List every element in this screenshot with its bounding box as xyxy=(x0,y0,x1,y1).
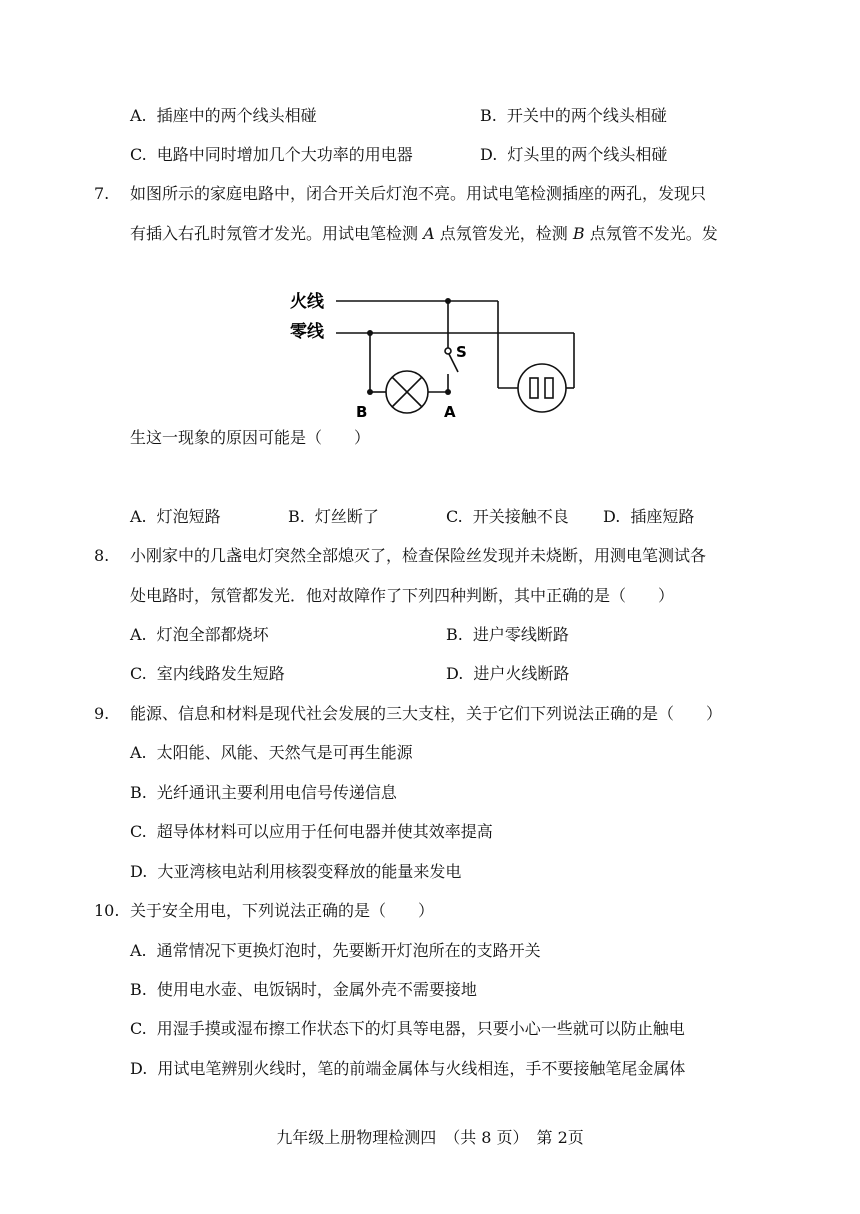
option-text: 室内线路发生短路 xyxy=(156,664,285,683)
option-letter: C. xyxy=(130,1019,147,1038)
option-text: 通常情况下更换灯泡时，先要断开灯泡所在的支路开关 xyxy=(156,941,541,960)
point-b-label: B xyxy=(356,403,368,421)
option-10c xyxy=(130,1019,685,1039)
question-8-line-2: 处电路时，氖管都发光．他对故障作了下列四种判断，其中正确的是（ ） xyxy=(130,586,675,605)
option-text: 太阳能、风能、天然气是可再生能源 xyxy=(156,743,413,762)
option-text: 大亚湾核电站利用核裂变释放的能量来发电 xyxy=(157,862,462,881)
option-letter: B. xyxy=(446,625,463,644)
option-10d xyxy=(130,1059,685,1079)
question-9-line-1: 能源、信息和材料是现代社会发展的三大支柱，关于它们下列说法正确的是（ ） xyxy=(130,704,723,723)
option-text: 灯泡短路 xyxy=(156,507,221,526)
option-text: 开关接触不良 xyxy=(472,507,569,526)
point-b-ref: B xyxy=(572,224,585,243)
option-letter: B. xyxy=(288,507,305,526)
option-text: 使用电水壶、电饭锅时，金属外壳不需要接地 xyxy=(156,980,477,999)
option-letter: A. xyxy=(130,507,147,526)
question-7-line-1: 如图所示的家庭电路中，闭合开关后灯泡不亮。用试电笔检测插座的两孔，发现只 xyxy=(130,184,707,203)
option-8b xyxy=(446,625,569,645)
question-7-line-3: 生这一现象的原因可能是（ ） xyxy=(130,428,371,447)
question-8-line-1: 小刚家中的几盏电灯突然全部熄灭了，检查保险丝发现并未烧断，用测电笔测试各 xyxy=(130,546,707,565)
option-letter: D. xyxy=(130,862,148,881)
option-letter: C. xyxy=(446,507,463,526)
option-letter: D. xyxy=(130,1059,148,1078)
option-9c xyxy=(130,822,493,842)
option-7c xyxy=(446,507,569,527)
option-8a xyxy=(130,625,269,645)
option-7a xyxy=(130,507,221,527)
text-segment: 点氖管不发光。发 xyxy=(589,224,718,243)
question-number: 7. xyxy=(94,184,110,203)
option-8d xyxy=(446,664,569,684)
option-text: 用试电笔辨别火线时，笔的前端金属体与火线相连，手不要接触笔尾金属体 xyxy=(157,1059,686,1078)
option-letter: A. xyxy=(130,625,147,644)
circuit-diagram xyxy=(280,282,580,422)
live-wire-label: 火线 xyxy=(290,292,324,312)
option-6d xyxy=(480,145,667,165)
option-letter: D. xyxy=(480,145,498,164)
point-a-label: A xyxy=(444,403,456,421)
option-6b xyxy=(480,106,667,126)
socket-icon xyxy=(518,364,566,412)
option-text: 灯丝断了 xyxy=(314,507,379,526)
question-number: 9. xyxy=(94,704,110,723)
option-letter: C. xyxy=(130,145,147,164)
option-text: 插座短路 xyxy=(630,507,695,526)
option-9d xyxy=(130,862,461,882)
option-text: 电路中同时增加几个大功率的用电器 xyxy=(156,145,413,164)
option-9b xyxy=(130,783,397,803)
option-letter: A. xyxy=(130,106,147,125)
option-text: 超导体材料可以应用于任何电器并使其效率提高 xyxy=(156,822,493,841)
option-text: 插座中的两个线头相碰 xyxy=(156,106,317,125)
text-segment: 点氖管发光，检测 xyxy=(439,224,568,243)
question-7-line-2 xyxy=(130,224,718,244)
option-letter: A. xyxy=(130,941,147,960)
option-10b xyxy=(130,980,477,1000)
option-letter: D. xyxy=(603,507,621,526)
option-letter: B. xyxy=(130,980,147,999)
option-8c xyxy=(130,664,285,684)
question-number: 10. xyxy=(94,901,120,920)
page-footer: 九年级上册物理检测四 （共 8 页） 第 2页 xyxy=(276,1128,584,1147)
option-9a xyxy=(130,743,413,763)
option-text: 进户零线断路 xyxy=(472,625,569,644)
option-6a xyxy=(130,106,317,126)
text-segment: 有插入右孔时氖管才发光。用试电笔检测 xyxy=(130,224,419,243)
switch-pivot xyxy=(445,348,451,354)
option-6c xyxy=(130,145,413,165)
option-text: 灯头里的两个线头相碰 xyxy=(507,145,668,164)
option-text: 开关中的两个线头相碰 xyxy=(506,106,667,125)
option-10a xyxy=(130,941,541,961)
option-text: 进户火线断路 xyxy=(473,664,570,683)
question-10-line-1: 关于安全用电，下列说法正确的是（ ） xyxy=(130,901,435,920)
option-text: 光纤通讯主要利用电信号传递信息 xyxy=(156,783,397,802)
option-letter: C. xyxy=(130,664,147,683)
option-7d xyxy=(603,507,694,527)
question-number: 8. xyxy=(94,546,110,565)
point-a-ref: A xyxy=(423,224,435,243)
option-text: 用湿手摸或湿布擦工作状态下的灯具等电器，只要小心一些就可以防止触电 xyxy=(156,1019,685,1038)
option-letter: C. xyxy=(130,822,147,841)
option-letter: D. xyxy=(446,664,464,683)
option-letter: B. xyxy=(480,106,497,125)
switch-label: S xyxy=(456,343,467,361)
option-letter: B. xyxy=(130,783,147,802)
option-7b xyxy=(288,507,379,527)
option-text: 灯泡全部都烧坏 xyxy=(156,625,269,644)
option-letter: A. xyxy=(130,743,147,762)
neutral-wire-label: 零线 xyxy=(290,322,324,342)
